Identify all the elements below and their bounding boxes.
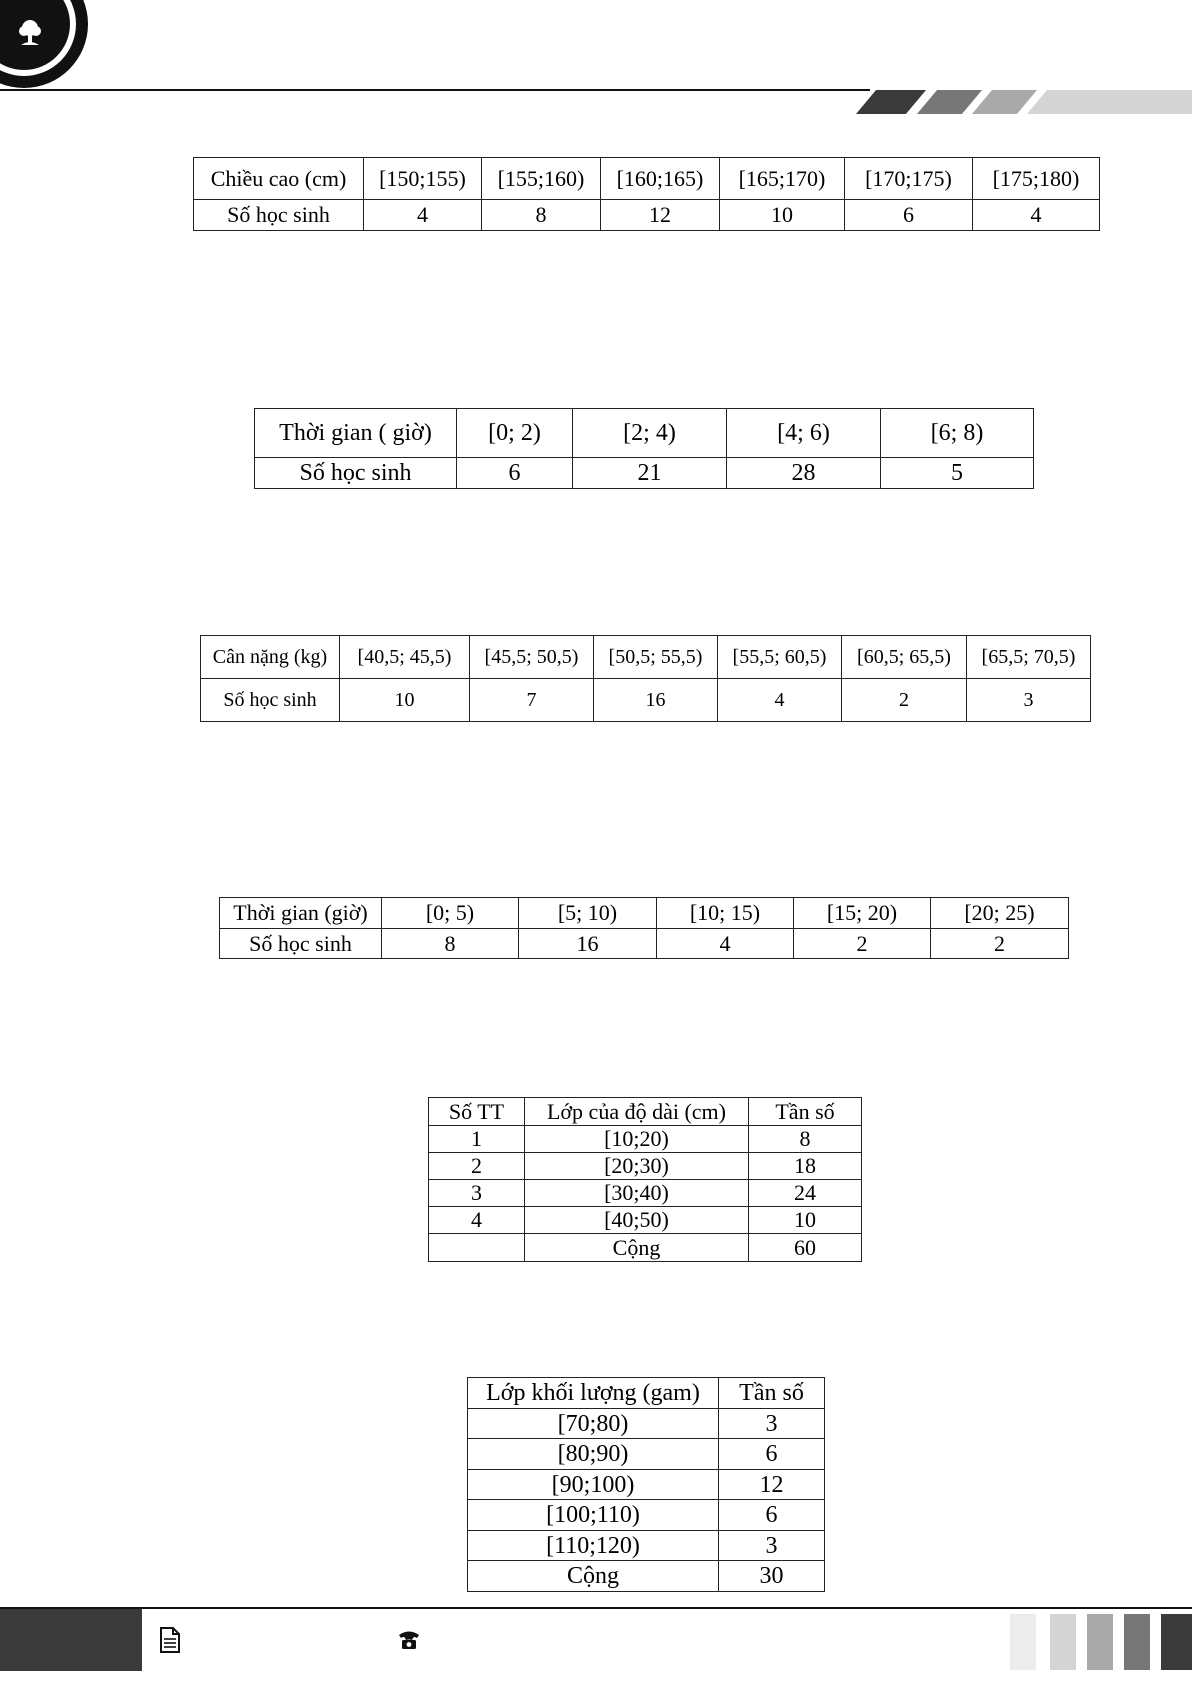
frequency-cell: 16 [594,679,718,722]
row-label: Số học sinh [255,458,457,489]
index-cell: 2 [429,1153,525,1180]
interval-header: [6; 8) [881,409,1034,458]
frequency-cell: 6 [719,1439,825,1470]
interval-header: [50,5; 55,5) [594,636,718,679]
frequency-cell: 6 [845,200,973,231]
class-cell: [40;50) [525,1207,749,1234]
frequency-cell: 5 [881,458,1034,489]
frequency-cell: 3 [967,679,1091,722]
column-header: Tần số [749,1098,862,1126]
interval-header: [175;180) [973,158,1100,200]
table-row [220,929,1069,959]
table-row [429,1207,862,1234]
table-row [468,1439,825,1470]
frequency-cell: 10 [340,679,470,722]
interval-header: [2; 4) [573,409,727,458]
interval-header: [65,5; 70,5) [967,636,1091,679]
index-cell: 3 [429,1180,525,1207]
frequency-cell: 10 [749,1207,862,1234]
interval-header: [15; 20) [794,898,931,929]
table-row [220,898,1069,929]
class-cell: [80;90) [468,1439,719,1470]
row-label: Thời gian (giờ) [220,898,382,929]
interval-header: [160;165) [601,158,720,200]
table-row [468,1500,825,1531]
frequency-cell: 28 [727,458,881,489]
tree-logo-icon [16,18,44,48]
interval-header: [55,5; 60,5) [718,636,842,679]
interval-header: [40,5; 45,5) [340,636,470,679]
frequency-cell: 2 [842,679,967,722]
class-cell: [110;120) [468,1531,719,1561]
class-cell: [90;100) [468,1470,719,1500]
row-label: Cân nặng (kg) [201,636,340,679]
interval-header: [165;170) [720,158,845,200]
class-cell: [70;80) [468,1409,719,1439]
interval-header: [10; 15) [657,898,794,929]
interval-header: [0; 2) [457,409,573,458]
frequency-cell: 4 [657,929,794,959]
interval-header: [45,5; 50,5) [470,636,594,679]
length-class-table [428,1097,862,1262]
total-label: Cộng [468,1561,719,1592]
frequency-cell: 10 [720,200,845,231]
total-value: 60 [749,1234,862,1262]
interval-header: [4; 6) [727,409,881,458]
column-header: Tần số [719,1378,825,1409]
index-cell [429,1234,525,1262]
frequency-cell: 21 [573,458,727,489]
frequency-cell: 12 [719,1470,825,1500]
frequency-cell: 4 [364,200,482,231]
header-logo [0,0,90,90]
table-row [468,1531,825,1561]
row-label: Số học sinh [220,929,382,959]
header-rule [0,89,870,91]
frequency-cell: 4 [973,200,1100,231]
table-row [194,158,1100,200]
header-stripe-1 [856,90,926,114]
footer-bar-1 [1010,1614,1036,1670]
footer-rule [0,1607,1192,1609]
column-header: Lớp khối lượng (gam) [468,1378,719,1409]
footer-bar-5 [1161,1614,1192,1670]
table-row [255,409,1034,458]
column-header: Lớp của độ dài (cm) [525,1098,749,1126]
row-label: Số học sinh [194,200,364,231]
row-label: Chiều cao (cm) [194,158,364,200]
header-stripe-3 [972,90,1037,114]
table-total-row [429,1234,862,1262]
index-cell: 4 [429,1207,525,1234]
frequency-cell: 2 [794,929,931,959]
interval-header: [150;155) [364,158,482,200]
document-icon [158,1627,182,1653]
frequency-cell: 6 [719,1500,825,1531]
mass-class-table [467,1377,825,1592]
table-row [429,1180,862,1207]
table-row [429,1126,862,1153]
total-label: Cộng [525,1234,749,1262]
footer-dark-block [0,1609,142,1671]
table-header-row [468,1378,825,1409]
usage-time-table [219,897,1069,959]
frequency-cell: 18 [749,1153,862,1180]
interval-header: [60,5; 65,5) [842,636,967,679]
phone-icon [396,1627,422,1653]
frequency-cell: 4 [718,679,842,722]
table-row [429,1153,862,1180]
row-label: Số học sinh [201,679,340,722]
study-time-table [254,408,1034,489]
table-total-row [468,1561,825,1592]
frequency-cell: 16 [519,929,657,959]
total-value: 30 [719,1561,825,1592]
footer-bar-2 [1050,1614,1076,1670]
interval-header: [5; 10) [519,898,657,929]
column-header: Số TT [429,1098,525,1126]
header-stripe-2 [917,90,982,114]
table-row [255,458,1034,489]
index-cell: 1 [429,1126,525,1153]
frequency-cell: 24 [749,1180,862,1207]
interval-header: [155;160) [482,158,601,200]
footer-bar-3 [1087,1614,1113,1670]
frequency-cell: 2 [931,929,1069,959]
table-row [201,679,1091,722]
class-cell: [100;110) [468,1500,719,1531]
table-row [468,1470,825,1500]
table-header-row [429,1098,862,1126]
interval-header: [170;175) [845,158,973,200]
frequency-cell: 8 [749,1126,862,1153]
frequency-cell: 6 [457,458,573,489]
class-cell: [10;20) [525,1126,749,1153]
frequency-cell: 8 [482,200,601,231]
class-cell: [20;30) [525,1153,749,1180]
frequency-cell: 12 [601,200,720,231]
frequency-cell: 7 [470,679,594,722]
table-row [201,636,1091,679]
interval-header: [20; 25) [931,898,1069,929]
frequency-cell: 3 [719,1409,825,1439]
header-stripe-4 [1027,90,1192,114]
weight-frequency-table [200,635,1091,722]
class-cell: [30;40) [525,1180,749,1207]
table-row [468,1409,825,1439]
table-row [194,200,1100,231]
footer-bar-4 [1124,1614,1150,1670]
interval-header: [0; 5) [382,898,519,929]
height-frequency-table [193,157,1100,231]
row-label: Thời gian ( giờ) [255,409,457,458]
frequency-cell: 3 [719,1531,825,1561]
frequency-cell: 8 [382,929,519,959]
